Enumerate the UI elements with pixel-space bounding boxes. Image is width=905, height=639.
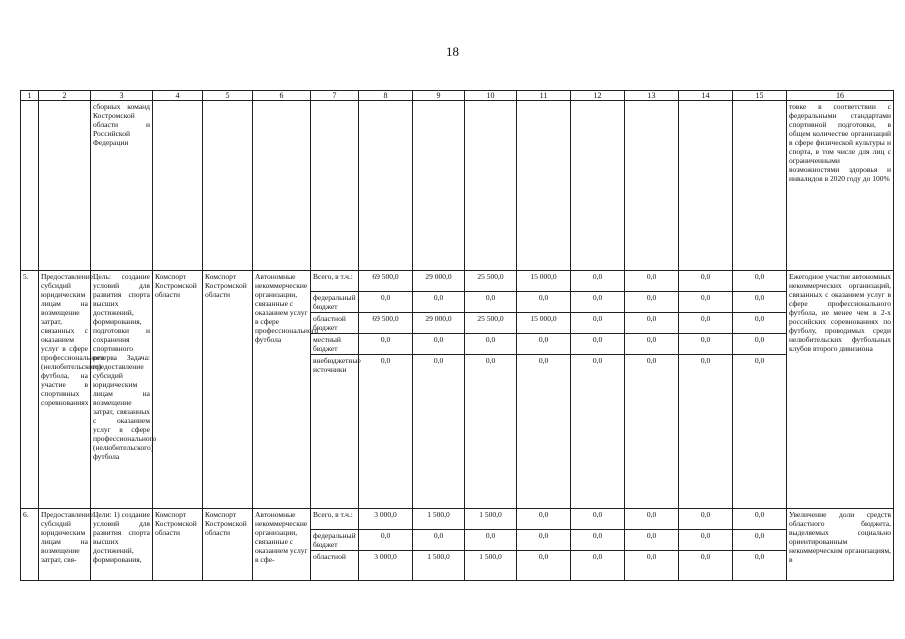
value-cell: 15 000,0	[517, 313, 570, 334]
value-cell: 0,0	[517, 334, 570, 355]
value-cell: 0,0	[733, 313, 786, 334]
header-cell: 11	[517, 91, 571, 101]
table-row-6	[21, 509, 894, 581]
header-cell: 15	[733, 91, 787, 101]
value-cell: 0,0	[679, 271, 732, 292]
goal-cell: сборных команд Костромской области и Российской Федерации	[91, 101, 153, 271]
value-cell: 0,0	[571, 530, 624, 551]
value-cell: 0,0	[517, 530, 570, 551]
value-cell: 69 500,0	[359, 313, 412, 334]
measure-cell: Предоставление субсидий юридическим лицам на возмещение затрат, свя-	[39, 509, 91, 581]
source-label: областной	[313, 552, 346, 561]
value-cell: 0,0	[571, 313, 624, 334]
goal-cell: Цели: 1) создание условий для развития спорта высших достижений, формирования,	[91, 509, 153, 581]
executor-cell: Комспорт Костромской области	[153, 509, 203, 581]
value-cell: 0,0	[433, 356, 444, 365]
value-cell: 0,0	[625, 509, 678, 530]
value-cell: 0,0	[538, 356, 549, 365]
source-label: Всего, в т.ч.:	[311, 271, 358, 292]
source-label: федеральный бюджет	[311, 530, 358, 551]
source-label: федеральный бюджет	[311, 292, 358, 313]
value-cell: 0,0	[571, 334, 624, 355]
value-cell: 0,0	[592, 356, 603, 365]
header-cell: 5	[203, 91, 253, 101]
value-cell: 15 000,0	[517, 271, 570, 292]
goal-cell: Цель: создание условий для развития спорта высших достижений, формирования, подготовки и сохранения спортивного резерва Задача: предоставление субсидий юридическим лицам на возмещение затрат, связанных с оказанием услуг в сфере профессионального (нелюбительского) футбола	[91, 271, 153, 509]
value-cell: 1 500,0	[479, 552, 502, 561]
table-row-5	[21, 271, 894, 509]
value-cell: 0,0	[733, 509, 786, 530]
value-cell: 0,0	[679, 334, 732, 355]
value-cell: 0,0	[625, 530, 678, 551]
value-cell: 0,0	[465, 292, 516, 313]
result-cell: товке в соответствии с федеральными стандартами спортивной подготовки, в общем количестве организаций в сфере физической культуры и спорта, в том числе для лиц с ограниченными возможностями здоровья и инвалидов в 2020 году до 100%	[787, 101, 894, 271]
value-cell: 1 500,0	[413, 509, 464, 530]
header-cell: 4	[153, 91, 203, 101]
value-cell: 0,0	[733, 271, 786, 292]
value-cell: 0,0	[538, 552, 549, 561]
value-cell: 29 000,0	[413, 271, 464, 292]
value-cell: 0,0	[625, 271, 678, 292]
value-cell: 0,0	[592, 552, 603, 561]
value-cell: 25 500,0	[465, 271, 516, 292]
value-cell: 25 500,0	[465, 313, 516, 334]
measure-cell: Предоставление субсидий юридическим лицам на возмещение затрат, связанных с оказанием услуг в сфере профессионального (нелюбительского) футбола, на участие в спортивных соревнованиях	[39, 271, 91, 509]
header-cell: 8	[359, 91, 413, 101]
value-cell: 3 000,0	[374, 552, 397, 561]
value-cell: 0,0	[625, 292, 678, 313]
header-cell: 14	[679, 91, 733, 101]
source-label: местный бюджет	[311, 334, 358, 355]
header-cell: 9	[413, 91, 465, 101]
value-cell: 0,0	[625, 313, 678, 334]
result-cell: Ежегодное участие автономных некоммерческих организаций, связанных с оказанием услуг в сфере профессионального футбола, не менее чем в 2-х российских соревнованиях по футболу, проводимых среди нелюбительских футбольных клубов второго дивизиона	[787, 271, 894, 509]
executor-cell: Комспорт Костромской области	[153, 271, 203, 509]
value-cell: 0,0	[413, 334, 464, 355]
value-cell: 0,0	[646, 356, 657, 365]
participants-cell: Автономные некоммерческие организации, связанные с оказанием услуг в сфе-	[253, 509, 311, 581]
value-cell: 0,0	[700, 552, 711, 561]
source-label: областной бюджет	[311, 313, 358, 334]
value-cell: 1 500,0	[427, 552, 450, 561]
value-cell: 0,0	[733, 292, 786, 313]
value-cell: 0,0	[465, 334, 516, 355]
value-cell: 0,0	[571, 271, 624, 292]
header-cell: 2	[39, 91, 91, 101]
value-cell: 0,0	[359, 530, 412, 551]
value-cell: 0,0	[754, 356, 765, 365]
value-cell: 0,0	[679, 509, 732, 530]
value-cell: 0,0	[754, 552, 765, 561]
value-cell: 0,0	[571, 292, 624, 313]
header-cell: 3	[91, 91, 153, 101]
row-number: 6.	[21, 509, 39, 581]
value-cell: 0,0	[571, 509, 624, 530]
header-cell: 6	[253, 91, 311, 101]
value-cell: 0,0	[679, 292, 732, 313]
source-label: Всего, в т.ч.:	[311, 509, 358, 530]
value-cell: 0,0	[517, 509, 570, 530]
value-cell: 0,0	[679, 313, 732, 334]
value-cell: 0,0	[517, 292, 570, 313]
row-number: 5.	[21, 271, 39, 509]
header-cell: 16	[787, 91, 894, 101]
value-cell: 0,0	[733, 334, 786, 355]
page-number: 18	[446, 44, 459, 59]
value-cell: 0,0	[625, 334, 678, 355]
value-cell: 0,0	[380, 356, 391, 365]
value-cell: 0,0	[646, 552, 657, 561]
table-row-continuation	[21, 101, 894, 271]
value-cell: 1 500,0	[465, 509, 516, 530]
value-cell: 69 500,0	[359, 271, 412, 292]
value-cell: 0,0	[485, 356, 496, 365]
participants-cell: Автономные некоммерческие организации, связанные с оказанием услуг в сфере профессионального футбола	[253, 271, 311, 509]
coexecutor-cell: Комспорт Костромской области	[203, 509, 253, 581]
value-cell: 0,0	[413, 530, 464, 551]
program-table	[20, 90, 894, 581]
header-cell: 12	[571, 91, 625, 101]
value-cell: 0,0	[359, 292, 412, 313]
result-cell: Увеличение доли средств областного бюджета, выделяемых социально ориентированным некоммерческим организациям, в	[787, 509, 894, 581]
header-cell: 1	[21, 91, 39, 101]
value-cell: 0,0	[700, 356, 711, 365]
source-label: внебюджетные источники	[313, 356, 361, 374]
header-cell: 7	[311, 91, 359, 101]
header-row	[21, 91, 894, 101]
value-cell: 0,0	[413, 292, 464, 313]
value-cell: 0,0	[465, 530, 516, 551]
value-cell: 29 000,0	[413, 313, 464, 334]
header-cell: 10	[465, 91, 517, 101]
value-cell: 3 000,0	[359, 509, 412, 530]
value-cell: 0,0	[679, 530, 732, 551]
header-cell: 13	[625, 91, 679, 101]
value-cell: 0,0	[733, 530, 786, 551]
value-cell: 0,0	[359, 334, 412, 355]
coexecutor-cell: Комспорт Костромской области	[203, 271, 253, 509]
